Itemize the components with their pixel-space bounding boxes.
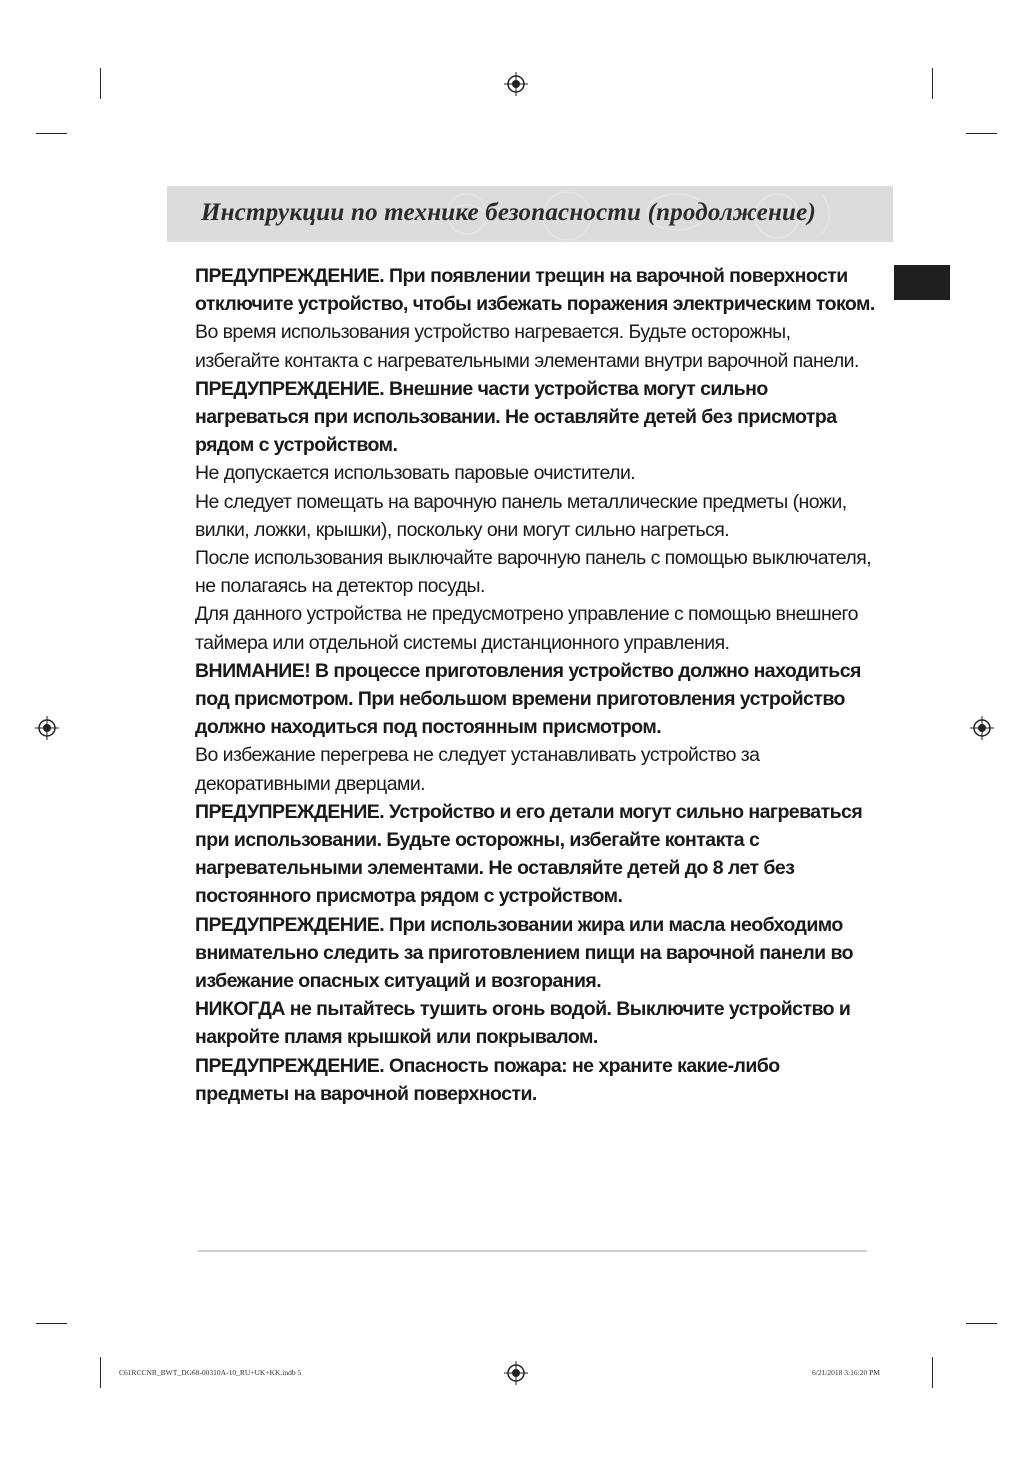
warning-paragraph: НИКОГДА не пытайтесь тушить огонь водой. Выключите устройство и накройте пламя крышкой или покрывалом. xyxy=(195,998,851,1049)
warning-paragraph: ПРЕДУПРЕЖДЕНИЕ. Внешние части устройства могут сильно нагреваться при использовании. Не оставляйте детей без присмотра рядом с устройством. xyxy=(195,377,837,457)
registration-target-icon xyxy=(35,716,59,740)
registration-target-icon xyxy=(504,1361,528,1385)
instruction-paragraph: Для данного устройства не предусмотрено управление с помощью внешнего таймера или отдельной системы дистанционного управления. xyxy=(195,603,858,654)
registration-target-icon xyxy=(970,716,994,740)
warning-paragraph: ПРЕДУПРЕЖДЕНИЕ. Опасность пожара: не храните какие-либо предметы на варочной поверхности. xyxy=(195,1054,780,1105)
crop-mark-top-right-horizontal xyxy=(966,133,997,134)
chapter-tab-marker xyxy=(894,265,950,300)
crop-mark-top-left-vertical xyxy=(100,68,101,99)
instruction-paragraph: После использования выключайте варочную панель с помощью выключателя, не полагаясь на детектор посуды. xyxy=(195,547,872,598)
safety-instructions-body xyxy=(195,262,875,1108)
crop-mark-bottom-right-horizontal xyxy=(966,1323,997,1324)
instruction-paragraph: Во избежание перегрева не следует устанавливать устройство за декоративными дверцами. xyxy=(195,744,760,795)
crop-mark-top-right-vertical xyxy=(932,68,933,99)
crop-mark-bottom-left-vertical xyxy=(100,1357,101,1388)
print-slug-timestamp: 6/21/2018 3:16:20 PM xyxy=(812,1368,880,1377)
warning-paragraph: ПРЕДУПРЕЖДЕНИЕ. При появлении трещин на варочной поверхности отключите устройство, чтобы избежать поражения электрическим током. xyxy=(195,265,875,316)
section-header-band xyxy=(167,186,893,242)
crop-mark-top-left-horizontal xyxy=(36,133,67,134)
print-slug-filename: C61RCCNR_BWT_DG68-00310A-10_RU+UK+KK.indb 5 xyxy=(119,1368,302,1377)
instruction-paragraph: Не следует помещать на варочную панель металлические предметы (ножи, вилки, ложки, крышки), поскольку они могут сильно нагреться. xyxy=(195,490,847,541)
instruction-paragraph: Не допускается использовать паровые очистители. xyxy=(195,462,636,485)
warning-paragraph: ВНИМАНИЕ! В процессе приготовления устройство должно находиться под присмотром. При небольшом времени приготовления устройство должно находиться под постоянным присмотром. xyxy=(195,659,861,739)
footer-divider xyxy=(198,1250,867,1252)
section-title: Инструкции по технике безопасности (продолжение) xyxy=(201,199,816,226)
warning-paragraph: ПРЕДУПРЕЖДЕНИЕ. При использовании жира или масла необходимо внимательно следить за приготовлением пищи на варочной панели во избежание опасных ситуаций и возгорания. xyxy=(195,913,854,993)
crop-mark-bottom-left-horizontal xyxy=(36,1323,67,1324)
instruction-paragraph: Во время использования устройство нагревается. Будьте осторожны, избегайте контакта с нагревательными элементами внутри варочной панели. xyxy=(195,321,859,372)
crop-mark-bottom-right-vertical xyxy=(932,1357,933,1388)
registration-target-icon xyxy=(504,72,528,96)
warning-paragraph: ПРЕДУПРЕЖДЕНИЕ. Устройство и его детали могут сильно нагреваться при использовании. Будьте осторожны, избегайте контакта с нагревательными элементами. Не оставляйте детей до 8 лет без постоянного присмотра рядом с устройством. xyxy=(195,800,863,908)
